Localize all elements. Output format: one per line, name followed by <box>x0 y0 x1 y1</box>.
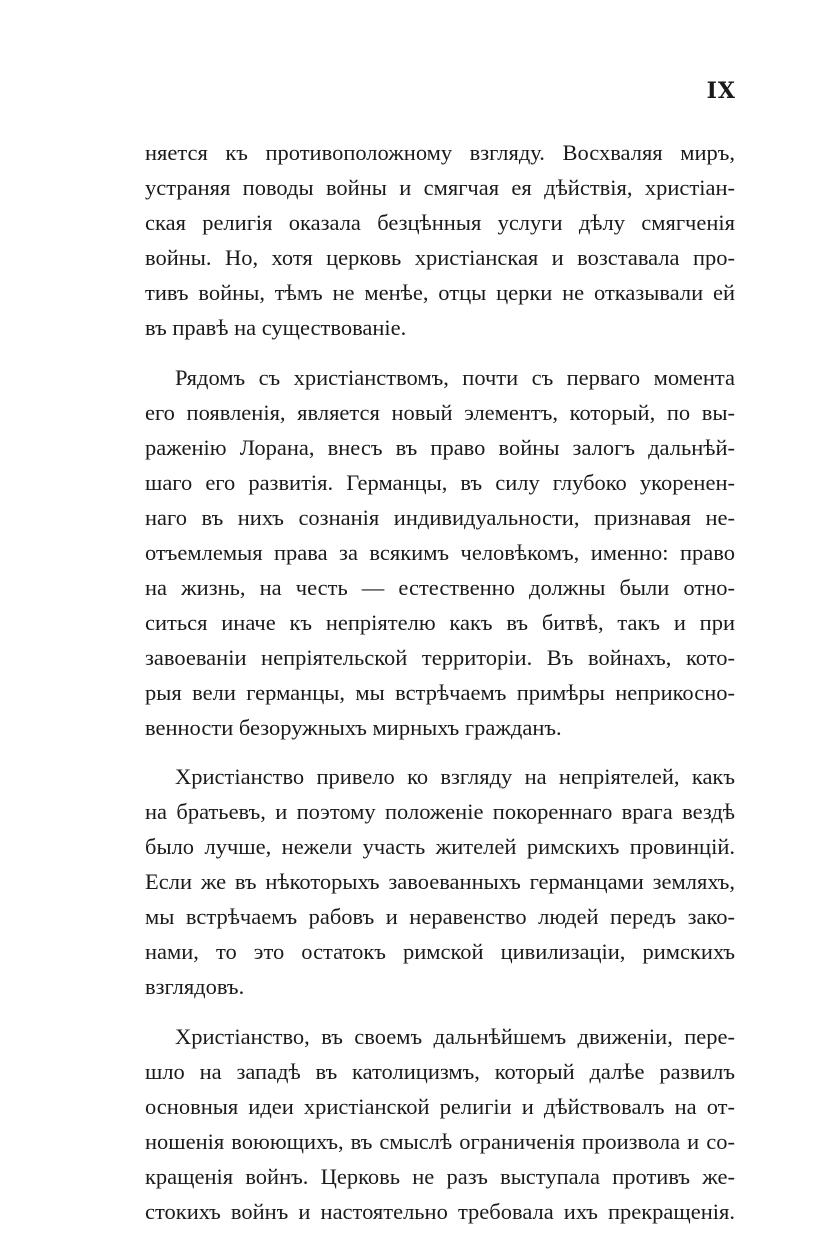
text-line: на жизнь, на честь — естественно должны были отно- <box>145 574 735 600</box>
text-line: ская религія оказала безцѣнныя услуги дѣлу смягченія <box>145 210 735 235</box>
text-line: няется къ противоположному взгляду. Восхваляя миръ, <box>145 140 735 165</box>
text-line: было лучше, нежели участь жителей римскихъ провинцій. <box>145 834 735 859</box>
text-line: шаго его развитія. Германцы, въ силу глубоко укоренен- <box>145 469 735 495</box>
text-line: нами, то это остатокъ римской цивилизаціи, римскихъ <box>145 939 735 964</box>
text-line: основныя идеи христіанской религіи и дѣйствовалъ на от- <box>145 1093 735 1119</box>
text-line: устраняя поводы войны и смягчая ея дѣйствія, христіан- <box>145 175 735 200</box>
text-line: наго въ нихъ сознанія индивидуальности, признавая не- <box>145 504 735 530</box>
text-line: на братьевъ, и поэтому положеніе покореннаго врага вездѣ <box>145 799 735 824</box>
paragraph <box>145 759 735 1004</box>
text-line: шло на западѣ въ католицизмъ, который далѣе развилъ <box>145 1058 735 1084</box>
text-line: рыя вели германцы, мы встрѣчаемъ примѣры неприкосно- <box>145 679 735 705</box>
text-line: ношенія воюющихъ, въ смыслѣ ограниченія произвола и со- <box>145 1128 735 1154</box>
body-text <box>145 135 735 1243</box>
text-line: Рядомъ съ христіанствомъ, почти съ перваго момента <box>175 364 735 390</box>
text-line: стокихъ войнъ и настоятельно требовала ихъ прекращенія. <box>145 1198 735 1224</box>
text-line: взглядовъ. <box>145 974 245 999</box>
paragraph <box>145 1019 735 1229</box>
paragraph <box>145 360 735 745</box>
paragraph <box>145 135 735 345</box>
text-line: ситься иначе къ непріятелю какъ въ битвѣ, такъ и при <box>145 609 735 635</box>
text-line: завоеваніи непріятельской территоріи. Въ войнахъ, кото- <box>145 644 735 670</box>
text-line: Христіанство привело ко взгляду на непріятелей, какъ <box>175 764 735 789</box>
text-line: отъемлемыя права за всякимъ человѣкомъ, именно: право <box>145 539 735 565</box>
text-line: Христіанство, въ своемъ дальнѣйшемъ движеніи, пере- <box>175 1023 735 1049</box>
text-line: кращенія войнъ. Церковь не разъ выступала противъ же- <box>145 1163 735 1189</box>
text-line: мы встрѣчаемъ рабовъ и неравенство людей передъ зако- <box>145 904 735 929</box>
text-line: его появленія, является новый элементъ, который, по вы- <box>145 399 735 425</box>
page-number: IX <box>706 78 736 104</box>
text-line: венности безоружныхъ мирныхъ гражданъ. <box>145 714 562 740</box>
text-line: Если же въ нѣкоторыхъ завоеванныхъ германцами земляхъ, <box>145 869 735 894</box>
text-line: тивъ войны, тѣмъ не менѣе, отцы церки не отказывали ей <box>145 280 735 305</box>
text-line: въ правѣ на существованіе. <box>145 315 407 340</box>
text-line: раженію Лорана, внесъ въ право войны залогъ дальнѣй- <box>145 434 735 460</box>
text-line: войны. Но, хотя церковь христіанская и возставала про- <box>145 245 735 270</box>
